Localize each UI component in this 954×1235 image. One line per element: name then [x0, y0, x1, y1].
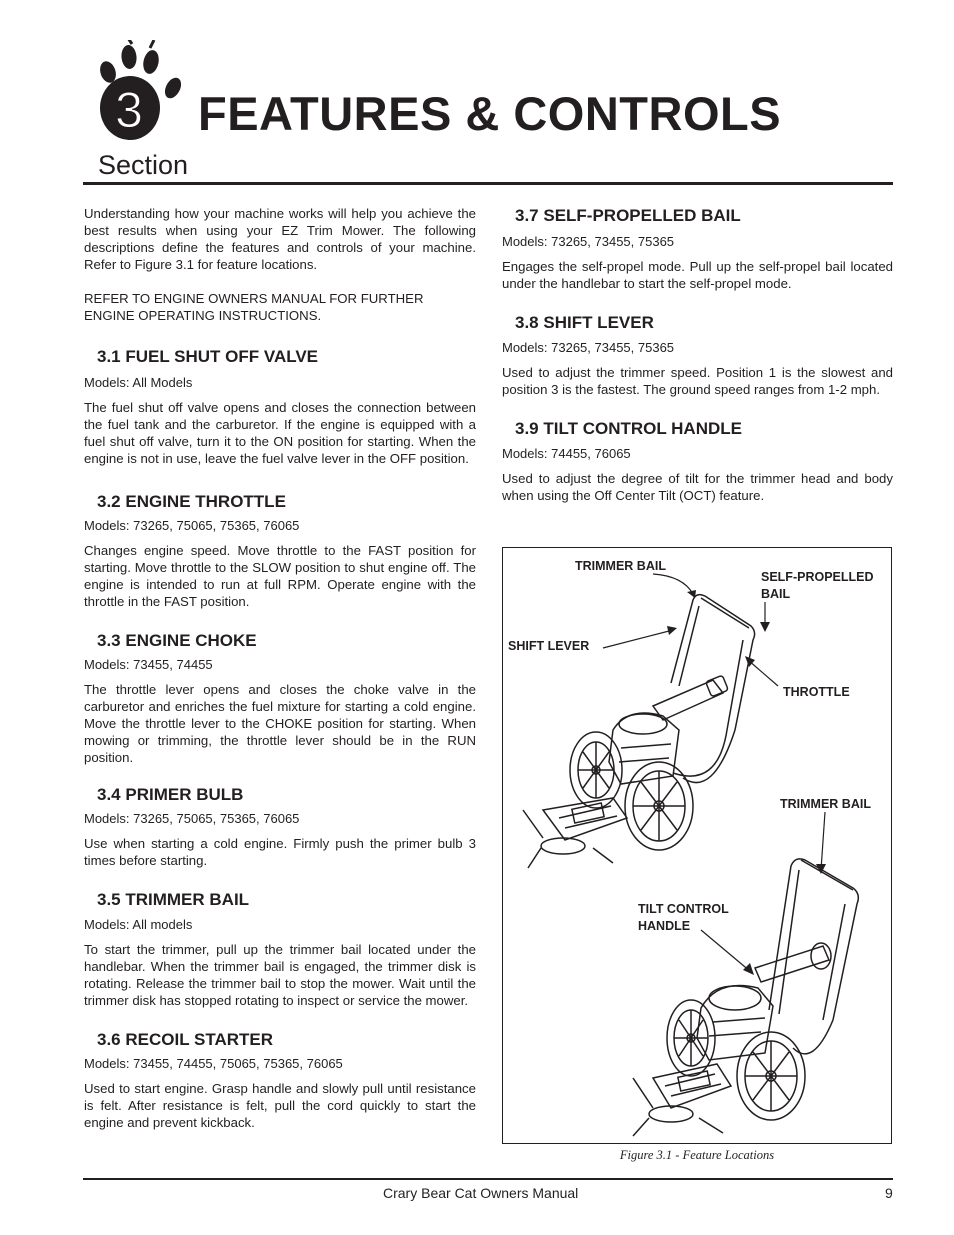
section-number: 3 — [115, 82, 143, 138]
header-divider — [83, 182, 893, 185]
section-heading: 3.4 PRIMER BULB — [97, 785, 244, 804]
section-3-4 — [84, 784, 476, 869]
section-label: Section — [98, 150, 189, 180]
section-3-6 — [84, 1029, 476, 1131]
label-tilt-control-handle: TILT CONTROL HANDLE — [638, 902, 729, 933]
section-models: Models: 74455, 76065 — [502, 446, 631, 461]
section-3-7 — [502, 205, 893, 292]
footer-manual-title: Crary Bear Cat Owners Manual — [383, 1185, 579, 1201]
paw-print-icon — [96, 40, 191, 145]
footer-divider — [83, 1178, 893, 1180]
section-heading: 3.6 RECOIL STARTER — [97, 1030, 274, 1049]
page-header — [0, 0, 954, 190]
section-3-5 — [84, 889, 476, 1009]
right-column — [502, 205, 893, 504]
page-title: FEATURES & CONTROLS — [198, 87, 782, 140]
section-models: Models: All Models — [84, 375, 193, 390]
section-models: Models: 73265, 75065, 75365, 76065 — [84, 811, 300, 826]
label-trimmer-bail-top: TRIMMER BAIL — [575, 559, 666, 573]
section-body: The throttle lever opens and closes the choke valve in the carburetor and enriches the fuel mixture for starting a cold engine. Move the throttle lever to the CHOKE position for starting. When mowing or trimming, the throttle lever should be in the RUN position. — [84, 682, 476, 765]
section-3-1 — [84, 346, 476, 467]
section-body: Changes engine speed. Move throttle to the FAST position for starting. Move throttle to the SLOW position to shut engine off. The engine is intended to run at full RPM. Operate engine with the throttle in the FAST position. — [84, 543, 476, 609]
figure-caption: Figure 3.1 - Feature Locations — [619, 1148, 775, 1162]
section-models: Models: 73265, 73455, 75365 — [502, 340, 675, 355]
section-heading: 3.9 TILT CONTROL HANDLE — [515, 419, 742, 438]
section-3-9 — [502, 418, 893, 504]
section-heading: 3.7 SELF-PROPELLED BAIL — [515, 206, 741, 225]
section-3-8 — [502, 312, 893, 398]
section-body: The fuel shut off valve opens and closes the connection between the fuel tank and the carburetor. If the engine is equipped with a fuel shut off valve, turn it to the ON position for starting. When the engine is not in use, leave the fuel valve lever in the OFF position. — [84, 400, 476, 466]
top-mower-drawing — [523, 595, 755, 868]
page-number: 9 — [885, 1185, 893, 1201]
section-3-3 — [84, 630, 476, 766]
label-self-propelled-bail: SELF-PROPELLED BAIL — [761, 570, 874, 601]
section-body: Engages the self-propel mode. Pull up the self-propel bail located under the handlebar to start the self-propel mode. — [502, 259, 893, 291]
section-3-2 — [84, 491, 476, 610]
section-body: To start the trimmer, pull up the trimmer bail located under the handlebar. When the trimmer bail is engaged, the trimmer disk is rotating. Release the trimmer bail to stop the mower. Wait until the trimmer disk has stopped rotating to inspect or service the mower. — [84, 942, 476, 1008]
label-trimmer-bail-bottom: TRIMMER BAIL — [780, 797, 871, 811]
section-models: Models: All models — [84, 917, 193, 932]
label-shift-lever: SHIFT LEVER — [508, 639, 590, 653]
section-body: Use when starting a cold engine. Firmly push the primer bulb 3 times before starting. — [84, 836, 476, 868]
section-body: Used to adjust the trimmer speed. Position 1 is the slowest and position 3 is the fastest. The ground speed ranges from 1-2 mph. — [502, 365, 893, 397]
intro-notice: REFER TO ENGINE OWNERS MANUAL FOR FURTHER ENGINE OPERATING INSTRUCTIONS. — [84, 291, 424, 323]
section-body: Used to adjust the degree of tilt for the trimmer head and body when using the Off Center Tilt (OCT) feature. — [502, 471, 893, 503]
left-column — [84, 205, 476, 1131]
section-models: Models: 73265, 75065, 75365, 76065 — [84, 518, 300, 533]
intro-paragraph: Understanding how your machine works will help you achieve the best results when using your EZ Trim Mower. The following descriptions define the features and controls of your machine. Refer to Figure 3.1 for feature locations. — [84, 206, 476, 272]
section-models: Models: 73265, 73455, 75365 — [502, 234, 675, 249]
section-models: Models: 73455, 74455, 75065, 75365, 76065 — [84, 1056, 343, 1071]
section-heading: 3.1 FUEL SHUT OFF VALVE — [97, 347, 319, 366]
section-heading: 3.2 ENGINE THROTTLE — [97, 492, 286, 511]
section-models: Models: 73455, 74455 — [84, 657, 213, 672]
section-heading: 3.3 ENGINE CHOKE — [97, 631, 257, 650]
section-heading: 3.5 TRIMMER BAIL — [97, 890, 250, 909]
feature-locations-figure — [502, 547, 892, 1144]
section-body: Used to start engine. Grasp handle and slowly pull until resistance is felt. After resistance is felt, pull the cord quickly to start the engine and prevent kickback. — [84, 1081, 476, 1130]
section-heading: 3.8 SHIFT LEVER — [515, 313, 654, 332]
label-throttle: THROTTLE — [783, 685, 850, 699]
